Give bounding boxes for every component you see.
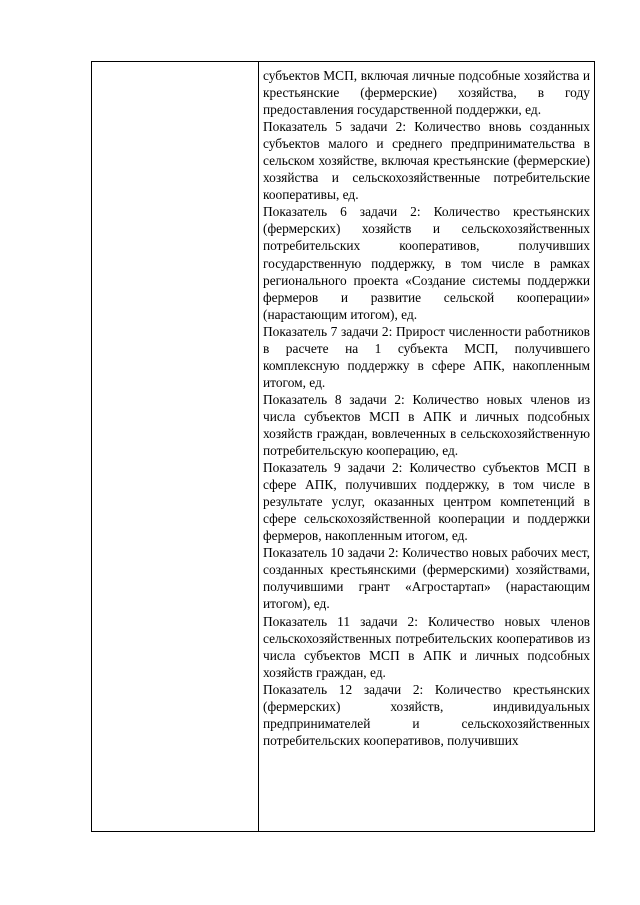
indicator-8-paragraph: Показатель 8 задачи 2: Количество новых членов из числа субъектов МСП в АПК и личных подсобных хозяйств граждан, вовлеченных в сельскохозяйственную потребительскую кооперацию, ед. (263, 391, 590, 459)
indicators-table (91, 61, 595, 832)
indicator-9-paragraph: Показатель 9 задачи 2: Количество субъектов МСП в сфере АПК, получивших поддержку, в том числе в результате услуг, оказанных центром компетенций в сфере сельскохозяйственной кооперации и поддержки фермеров, накопленным итогом, ед. (263, 460, 590, 544)
table-cell-right (259, 62, 595, 832)
indicator-10-paragraph: Показатель 10 задачи 2: Количество новых рабочих мест, созданных крестьянскими (фермерскими) хозяйствами, получившими грант «Агростартап» (нарастающим итогом), ед. (263, 545, 590, 612)
table-row (92, 62, 595, 832)
indicator-11-paragraph: Показатель 11 задачи 2: Количество новых членов сельскохозяйственных потребительских кооперативов из числа субъектов МСП в АПК и личных подсобных хозяйств граждан, ед. (263, 613, 590, 680)
indicator-5-paragraph: Показатель 5 задачи 2: Количество вновь созданных субъектов малого и среднего предпринимательства в сельском хозяйстве, включая крестьянские (фермерские) хозяйства и сельскохозяйственные потребительские кооперативы, ед. (263, 119, 590, 203)
indicator-12-paragraph: Показатель 12 задачи 2: Количество крестьянских (фермерских) хозяйств, индивидуальных предпринимателей и сельскохозяйственных потребительских кооперативов, получивших (263, 681, 590, 748)
indicator-7-paragraph: Показатель 7 задачи 2: Прирост численности работников в расчете на 1 субъекта МСП, получившего комплексную поддержку в сфере АПК, накопленным итогом, ед. (263, 323, 590, 390)
indicator-6-paragraph: Показатель 6 задачи 2: Количество крестьянских (фермерских) хозяйств и сельскохозяйственных потребительских кооперативов, получивших государственную поддержку, в том числе в рамках регионального проекта «Создание системы поддержки фермеров и развитие сельской кооперации» (нарастающим итогом), ед. (263, 204, 590, 322)
indicators-text (259, 62, 594, 749)
indicator-paragraph-continuation: субъектов МСП, включая личные подсобные хозяйства и крестьянские (фермерские) хозяйства, в году предоставления государственной поддержки, ед. (263, 68, 590, 118)
table-cell-left (92, 62, 259, 832)
